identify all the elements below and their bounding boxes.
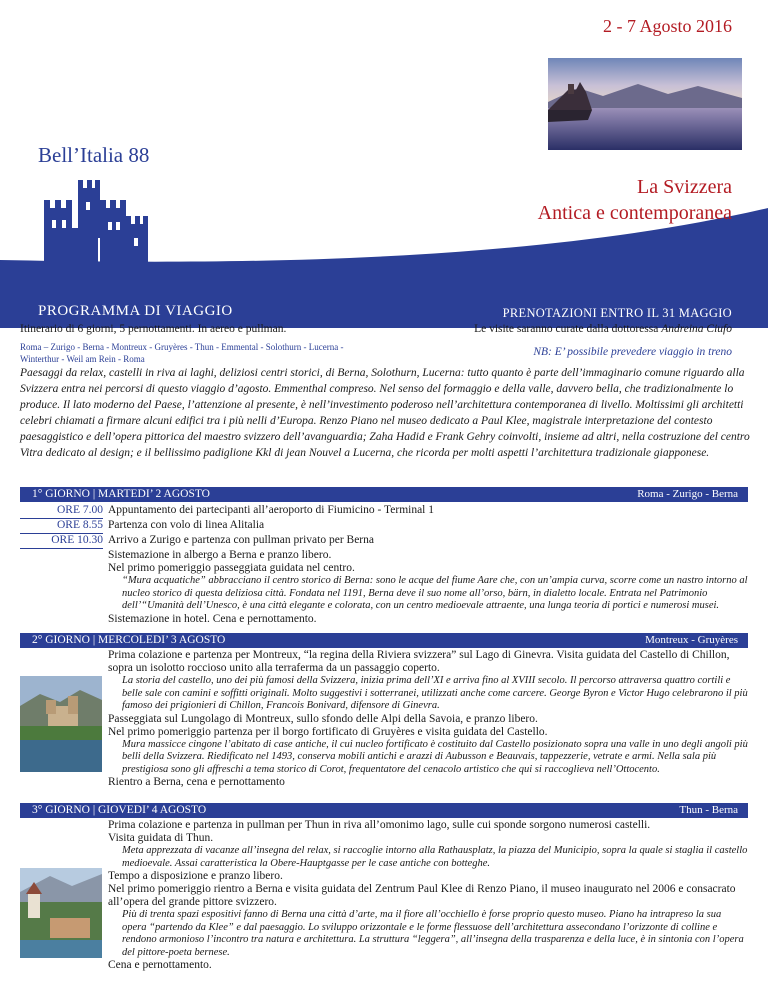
guide-note (474, 323, 732, 335)
day-3-text: Tempo a disposizione e pranzo libero. (108, 870, 283, 882)
day-1-text: Sistemazione in albergo a Berna e pranzo libero. (108, 549, 332, 561)
day-2-route: Montreux - Gruyères (645, 634, 738, 646)
title-line-2: Antica e contemporanea (537, 202, 732, 224)
brand-name: Bell’Italia 88 (38, 143, 150, 167)
lake-castle-photo (548, 58, 742, 150)
schedule-time: ORE 7.00 (20, 503, 103, 519)
day-3-body (108, 819, 748, 972)
day-1-description: “Mura acquatiche” abbracciano il centro storico di Berna: sono le acque del fiume Aare che, con un’ampia curva, scorre come un nastro intorno al nucleo storico di questa deliziosa città. Fondata nel 1191, Berna deve il suo nome all’orso, bärn, in dialetto locale. Entrata nel Patrimonio dell’“Umanità dell’Unesco, è una città elegante e colorata, con un centro medioevale attraente, una lunga teoria di portici e numerosi musei. (122, 575, 748, 611)
city-list (20, 341, 420, 365)
itinerary-summary: Itinerario di 6 giorni, 5 pernottamenti. In aereo e pullman. (20, 323, 287, 335)
day-2-body (108, 649, 748, 789)
prenotazioni-heading: PRENOTAZIONI ENTRO IL 31 MAGGIO (502, 306, 732, 320)
day-2-text: Rientro a Berna, cena e pernottamento (108, 776, 285, 788)
day-1-route: Roma - Zurigo - Berna (637, 488, 738, 500)
day-3-header (20, 803, 748, 818)
day-3-route: Thun - Berna (679, 804, 738, 816)
day-3-text: Cena e pernottamento. (108, 959, 212, 971)
schedule-row (20, 503, 728, 518)
day-2-text: Nel primo pomeriggio partenza per il borgo fortificato di Gruyères e visita guidata del Castello. (108, 725, 548, 738)
day-1-text: Nel primo pomeriggio passeggiata guidata nel centro. (108, 562, 355, 574)
day-3-description: Più di trenta spazi espositivi fanno di Berna una città d’arte, ma il fiore all’occhiello è forse proprio questo museo. Piano ha intrapreso la sua opera “partendo da Klee” e dal paesaggio. Lo sviluppo orizzontale e le forme flessuose dell’architettura assecondano l’orizzonte di colline e rendono armonioso l’incontro tra natura e architettura. La struttura “leggera”, all’insegna della trasparenza e della luce, è in sintonia con l’opera del pittore-poeta bernese. (122, 909, 744, 958)
train-note: NB: E’ possibile prevedere viaggio in treno (533, 346, 732, 358)
day-1-header (20, 487, 748, 502)
day-3-text: Visita guidata di Thun. (108, 832, 214, 844)
day-2-description: Mura massicce cingone l’abitato di case antiche, il cui nucleo fortificato è costituito dal Castello posizionato sopra una valle in uno degli angoli più belli della Svizzera. Riedificato nel 1493, conserva mobili antichi e arazzi di Aubusson e Beauvais, tappezzerie, vetrate e armi. Nella sala più prestigiosa sono gli affreschi a tema storico di Corot, frequentatore del cenacolo artistico che qui si raccoglieva nell’Ottocento. (122, 738, 748, 775)
trip-dates: 2 - 7 Agosto 2016 (602, 16, 732, 36)
day-1-body (108, 549, 748, 626)
intro-paragraph: Paesaggi da relax, castelli in riva ai laghi, deliziosi centri storici, di Berna, Solothurn, Lucerna: tutto quanto è parte dell’immaginario comune riguardo alla Svizzera entra nei percorsi di questo viaggio d’agosto. Emmenthal compreso. Nel senso del formaggio e della valle, davvero bella, che tradizionalmente lo produce. Il lato moderno del Paese, l’attenzione al presente, è nell’investimento poderoso nell’architettura contemporanea di livello. Moltissimi gli architetti celebri chiamati a firmare alcuni edifici tra i più nelli d’Europa. Renzo Piano nel museo dedicato a Paul Klee, magistrale interpretazione del contesto paesaggistico e dell’opera pittorica del maestro svizzero dell’avanguardia; Zaha Hadid e Frank Gehry coinvolti, insieme ad altri, nella costruzione del centro Vitra dedicato al design; e il bellissimo padiglione Kkl di jean Nouvel a Lucerna, che ricorda per molti aspetti l’architettura tradizionale giapponese. (20, 367, 750, 459)
schedule-text: Appuntamento dei partecipanti all’aeroporto di Fiumicino - Terminal 1 (108, 504, 435, 516)
day-2-label: 2° GIORNO | MERCOLEDI’ 3 AGOSTO (32, 634, 226, 646)
day-3-text: Prima colazione e partenza in pullman per Thun in riva all’omonimo lago, sulle cui sponde sorgono numerosi castelli. (108, 819, 651, 831)
schedule-row (20, 518, 728, 533)
title-line-1: La Svizzera (637, 176, 732, 198)
day-1-label: 1° GIORNO | MARTEDI’ 2 AGOSTO (32, 488, 210, 500)
day-2-description: La storia del castello, uno dei più famosi della Svizzera, inizia prima dell’XI e arriva fino al XVIII secolo. Il percorso attraversa quattro cortili e belle sale con camini e soffitti originali. Molto suggestivi i sotterranei, utilizzati anche come carcere. George Byron e Victor Hugo celebrarono il più famoso dei prigionieri di Chillon, Francois Bonivard, difensore di Ginevra. (122, 675, 748, 711)
day-2-text: Passeggiata sul Lungolago di Montreux, sullo sfondo delle Alpi della Savoia, e pranzo libero. (108, 712, 538, 725)
day-2-text: Prima colazione e partenza per Montreux, “la regina della Riviera svizzera” sul Lago di Ginevra. Visita guidata del Castello di Chillon, sopra un isolotto roccioso unito alla terraferma da un passaggio coperto. (108, 649, 730, 674)
day-3-description: Meta apprezzata di vacanze all’insegna del relax, si raccoglie intorno alla Rathausplatz, la piazza del Municipio, sopra la quale si staglia il castello medioevale. Assai caratteristica la Obere-Hauptgasse per le case antiche con botteghe. (122, 845, 748, 869)
programma-heading: PROGRAMMA DI VIAGGIO (38, 303, 233, 319)
day-3-text: Nel primo pomeriggio rientro a Berna e visita guidata del Zentrum Paul Klee di Renzo Piano, il museo inaugurato nel 2006 e consacrato all’opera del grande pittore svizzero. (108, 883, 736, 908)
day-2-header (20, 633, 748, 648)
schedule-text: Partenza con volo di linea Alitalia (108, 519, 265, 531)
guide-note-prefix: Le visite saranno curate dalla dottoressa (474, 323, 662, 335)
schedule-time: ORE 8.55 (20, 518, 103, 534)
city-list-line-2: Winterthur - Weil am Rein - Roma (20, 354, 145, 364)
chillon-castle-photo (20, 676, 102, 772)
guide-name: Andreina Ciufo (661, 323, 732, 335)
schedule-time: ORE 10.30 (20, 533, 103, 549)
schedule-row (20, 533, 728, 548)
day-3-label: 3° GIORNO | GIOVEDI’ 4 AGOSTO (32, 804, 207, 816)
schedule-text: Arrivo a Zurigo e partenza con pullman privato per Berna (108, 534, 374, 546)
city-list-line-1: Roma – Zurigo - Berna - Montreux - Gruyères - Thun - Emmental - Solothurn - Lucerna - (20, 342, 344, 352)
thun-castle-photo (20, 868, 102, 958)
day-1-text: Sistemazione in hotel. Cena e pernottamento. (108, 612, 317, 625)
